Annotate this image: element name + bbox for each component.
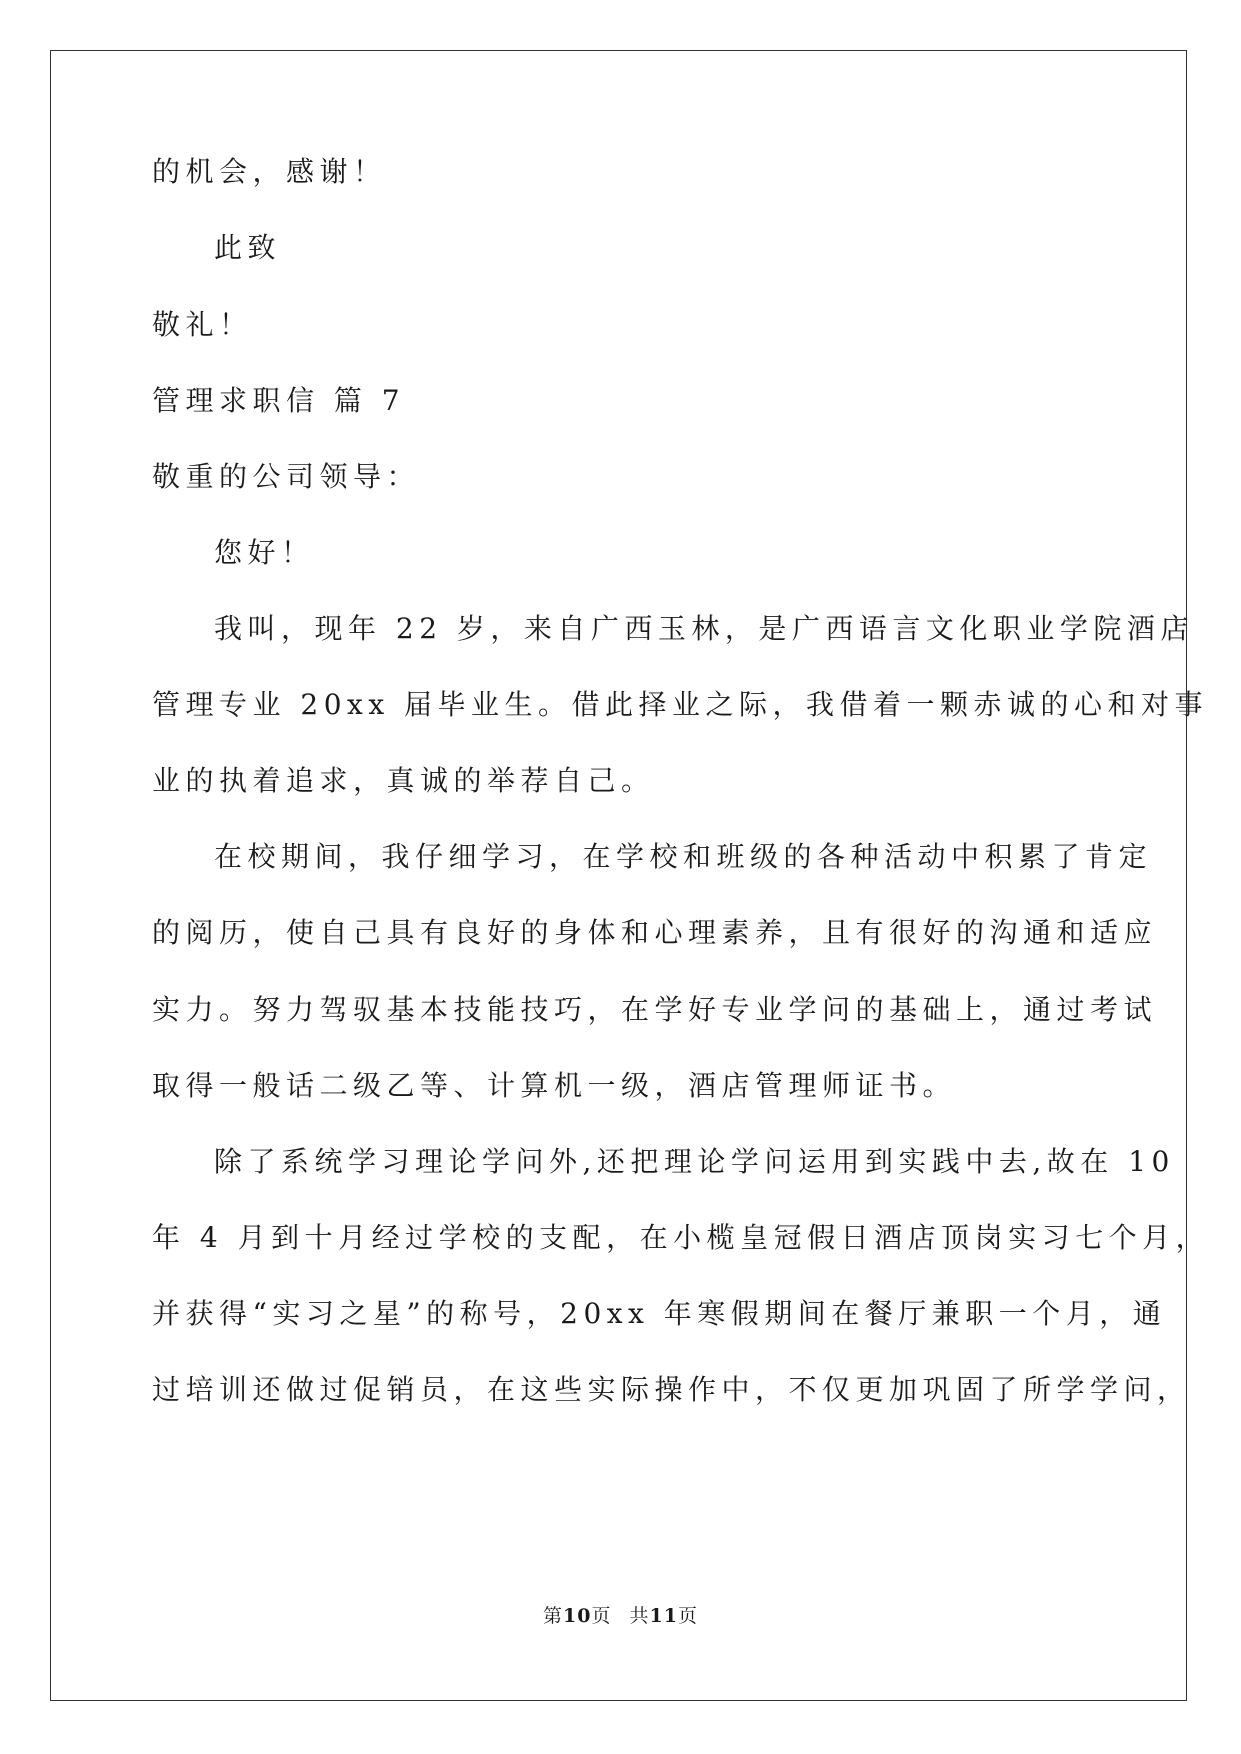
total-page-number: 11	[649, 1605, 678, 1627]
greeting: 您好！	[214, 536, 315, 569]
text-line: 此致	[214, 231, 282, 264]
salutation: 敬重的公司领导：	[152, 460, 421, 493]
paragraph-line: 过培训还做过促销员，在这些实际操作中，不仅更加巩固了所学学问，	[152, 1373, 1191, 1406]
paragraph-line: 除了系统学习理论学问外,还把理论学问运用到实践中去,故在 10	[214, 1145, 1175, 1178]
section-heading: 管理求职信 篇 7	[152, 384, 406, 417]
paragraph-line: 年 4 月到十月经过学校的支配，在小榄皇冠假日酒店顶岗实习七个月，	[152, 1221, 1210, 1254]
footer-page-word: 页	[591, 1605, 612, 1627]
text-line: 的机会，感谢！	[152, 155, 387, 188]
footer-total-suffix: 页	[677, 1605, 698, 1627]
paragraph-line: 业的执着追求，真诚的举荐自己。	[152, 764, 655, 797]
paragraph-line: 取得一般话二级乙等、计算机一级，酒店管理师证书。	[152, 1069, 957, 1102]
paragraph-line: 在校期间，我仔细学习，在学校和班级的各种活动中积累了肯定	[214, 840, 1153, 873]
paragraph-line: 并获得“实习之星”的称号，20xx 年寒假期间在餐厅兼职一个月，通	[152, 1297, 1167, 1330]
paragraph-line: 我叫，现年 22 岁，来自广西玉林，是广西语言文化职业学院酒店	[214, 612, 1194, 645]
paragraph-line: 管理专业 20xx 届毕业生。借此择业之际，我借着一颗赤诚的心和对事	[152, 688, 1209, 721]
text-line: 敬礼！	[152, 308, 253, 341]
current-page-number: 10	[563, 1605, 592, 1627]
footer-total-prefix: 共	[629, 1605, 650, 1627]
page-footer	[0, 1604, 1241, 1628]
paragraph-line: 实力。努力驾驭基本技能技巧，在学好专业学问的基础上，通过考试	[152, 993, 1158, 1026]
footer-prefix: 第	[543, 1605, 564, 1627]
paragraph-line: 的阅历，使自己具有良好的身体和心理素养，且有很好的沟通和适应	[152, 916, 1158, 949]
